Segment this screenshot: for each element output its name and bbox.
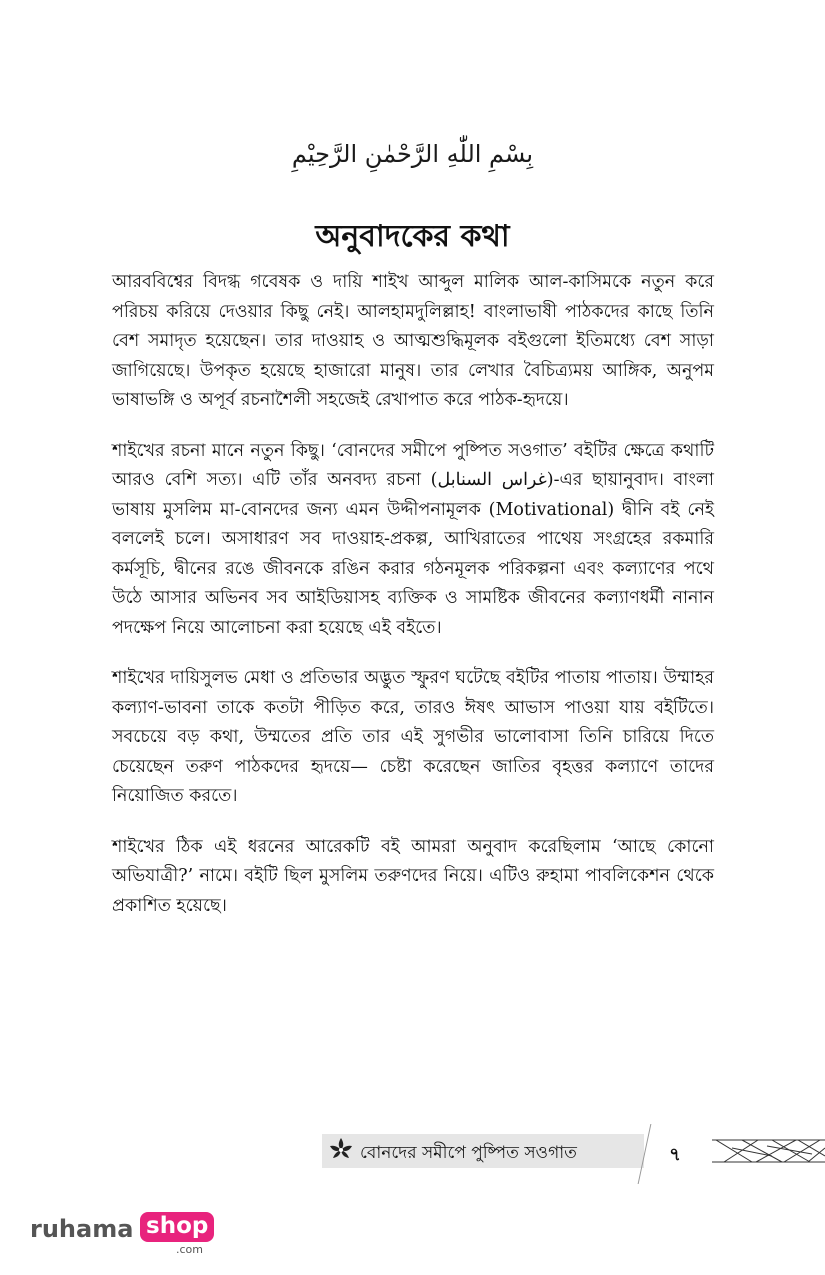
ruhamashop-logo [30, 1212, 230, 1256]
paragraph-3: শাইখের দায়িসুলভ মেধা ও প্রতিভার অদ্ভুত স্ফুরণ ঘটেছে বইটির পাতায় পাতায়। উম্মাহর কল্যাণ-ভাবনা তাকে কতটা পীড়িত করে, তারও ঈষৎ আভাস পাওয়া যায় বইটিতে। সবচেয়ে বড় কথা, উম্মতের প্রতি তার এই সুগভীর ভালোবাসা তিনি চারিয়ে দিতে চেয়েছেন তরুণ পাঠকদের হৃদয়ে— চেষ্টা করেছেন জাতির বৃহত্তর কল্যাণে তাদের নিয়োজিত করতে। [112, 668, 714, 806]
logo-com-text: .com [176, 1243, 203, 1256]
paragraph-1: আরববিশ্বের বিদগ্ধ গবেষক ও দায়ি শাইখ আব্দুল মালিক আল-কাসিমকে নতুন করে পরিচয় করিয়ে দেওয়ার কিছু নেই। আলহামদুলিল্লাহ! বাংলাভাষী পাঠকদের কাছে তিনি বেশ সমাদৃত হয়েছেন। তার দাওয়াহ ও আত্মশুদ্ধিমূলক বইগুলো ইতিমধ্যে বেশ সাড়া জাগিয়েছে। উপকৃত হয়েছে হাজারো মানুষ। তার লেখার বৈচিত্র্যময় আঙ্গিক, অনুপম ভাষাভঙ্গি ও অপূর্ব রচনাশৈলী সহজেই রেখাপাত করে পাঠক-হৃদয়ে। [112, 272, 714, 410]
flower-icon [328, 1136, 354, 1164]
logo-ruhama-text: ruhama [30, 1215, 134, 1243]
paragraph-4: শাইখের ঠিক এই ধরনের আরেকটি বই আমরা অনুবাদ করেছিলাম ‘আছে কোনো অভিযাত্রী?’ নামে। বইটি ছিল মুসলিম তরুণদের নিয়ে। এটিও রুহামা পাবলিকেশন থেকে প্রকাশিত হয়েছে। [112, 836, 714, 916]
page-footer [322, 1124, 825, 1184]
page-title: অনুবাদকের কথা [315, 219, 510, 254]
footer-decoration [712, 1134, 825, 1168]
footer-book-title: বোনদের সমীপে পুষ্পিত সওগাত [360, 1143, 577, 1163]
page-number: ৭ [669, 1144, 681, 1165]
logo-shop-badge: shop [140, 1212, 214, 1242]
paragraph-2: শাইখের রচনা মানে নতুন কিছু। ‘বোনদের সমীপে পুষ্পিত সওগাত’ বইটির ক্ষেত্রে কথাটি আরও বেশি সত্য। এটি তাঁর অনবদ্য রচনা (غراس السنابل)-এর ছায়ানুবাদ। বাংলা ভাষায় মুসলিম মা-বোনদের জন্য এমন উদ্দীপনামূলক (Motivational) দ্বীনি বই নেই বললেই চলে। অসাধারণ সব দাওয়াহ-প্রকল্প, আখিরাতের পাথেয় সংগ্রহের রকমারি কর্মসূচি, দ্বীনের রঙে জীবনকে রঙিন করার গঠনমূলক পরিকল্পনা এবং কল্যাণের পথে উঠে আসার অভিনব সব আইডিয়াসহ ব্যক্তিক ও সামষ্টিক জীবনের কল্যাণধর্মী নানান পদক্ষেপ নিয়ে আলোচনা করা হয়েছে এই বইতে। [112, 440, 714, 638]
body-text [112, 268, 714, 942]
bismillah-calligraphy: بِسْمِ اللّٰهِ الرَّحْمٰنِ الرَّحِيْمِ [291, 140, 534, 168]
